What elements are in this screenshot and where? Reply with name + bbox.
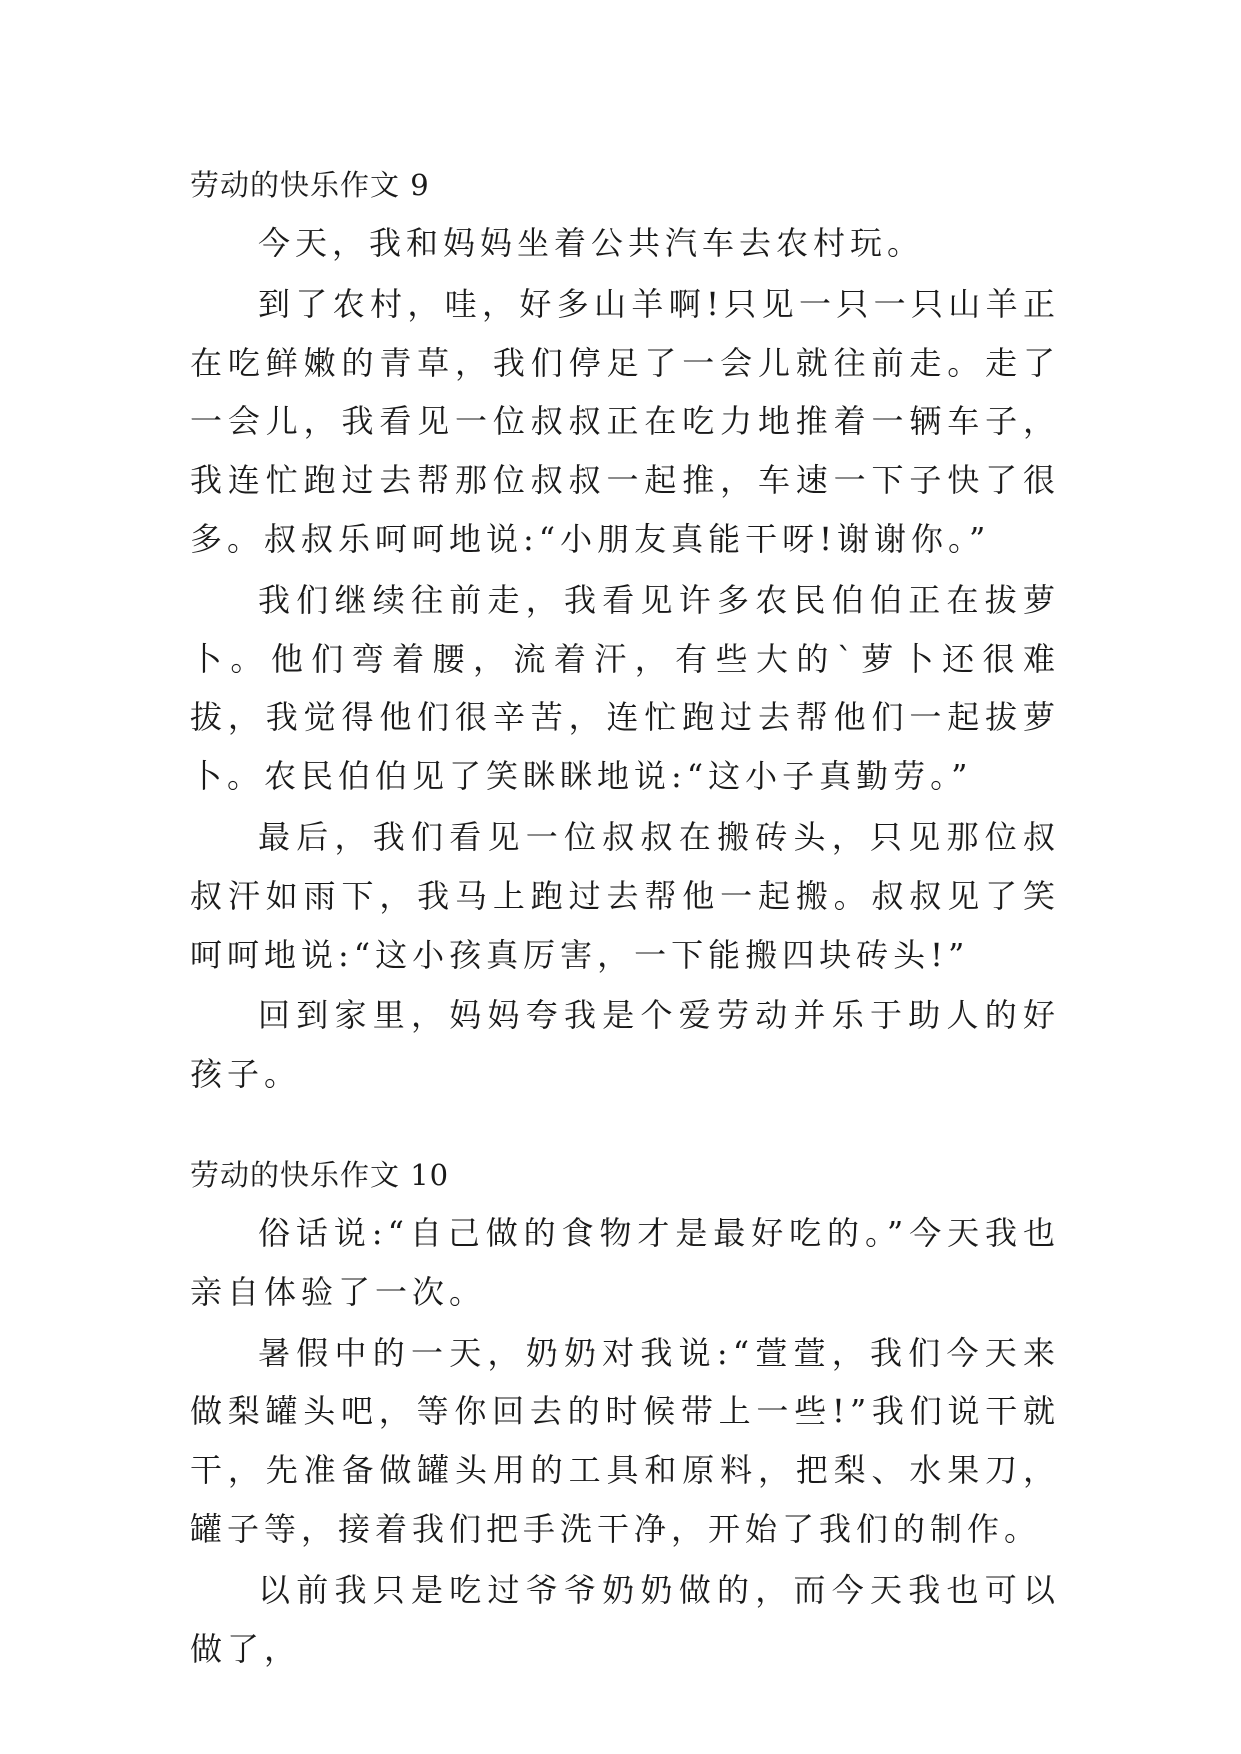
paragraph: 我们继续往前走，我看见许多农民伯伯正在拔萝卜。他们弯着腰，流着汗，有些大的`萝卜还很难拔，我觉得他们很辛苦，连忙跑过去帮他们一起拔萝卜。农民伯伯见了笑眯眯地说:“这小子真勤劳。” [190,580,1060,796]
paragraph: 暑假中的一天，奶奶对我说:“萱萱，我们今天来做梨罐头吧，等你回去的时候带上一些!”我们说干就干，先准备做罐头用的工具和原料，把梨、水果刀，罐子等，接着我们把手洗干净，开始了我们的制作。 [190,1333,1060,1548]
paragraph: 以前我只是吃过爷爷奶奶做的，而今天我也可以做了， [190,1570,1060,1668]
paragraph: 回到家里，妈妈夸我是个爱劳动并乐于助人的好孩子。 [190,996,1060,1094]
essay-title: 劳动的快乐作文 10 [190,1157,450,1192]
paragraph: 今天，我和妈妈坐着公共汽车去农村玩。 [258,224,925,262]
essay-title: 劳动的快乐作文 9 [190,168,430,202]
paragraph: 到了农村，哇，好多山羊啊!只见一只一只山羊正在吃鲜嫩的青草，我们停足了一会儿就往前走。走了一会儿，我看见一位叔叔正在吃力地推着一辆车子，我连忙跑过去帮那位叔叔一起推，车速一下子快了很多。叔叔乐呵呵地说:“小朋友真能干呀!谢谢你。” [190,284,1060,558]
paragraph: 最后，我们看见一位叔叔在搬砖头，只见那位叔叔汗如雨下，我马上跑过去帮他一起搬。叔叔见了笑呵呵地说:“这小孩真厉害，一下能搬四块砖头!” [190,817,1060,974]
essay-section-9 [190,160,1060,1104]
paragraph: 俗话说:“自己做的食物才是最好吃的。”今天我也亲自体验了一次。 [190,1213,1060,1311]
document-content [190,160,1060,1680]
essay-section-10 [190,1150,1060,1678]
section-spacer [190,1106,1060,1150]
